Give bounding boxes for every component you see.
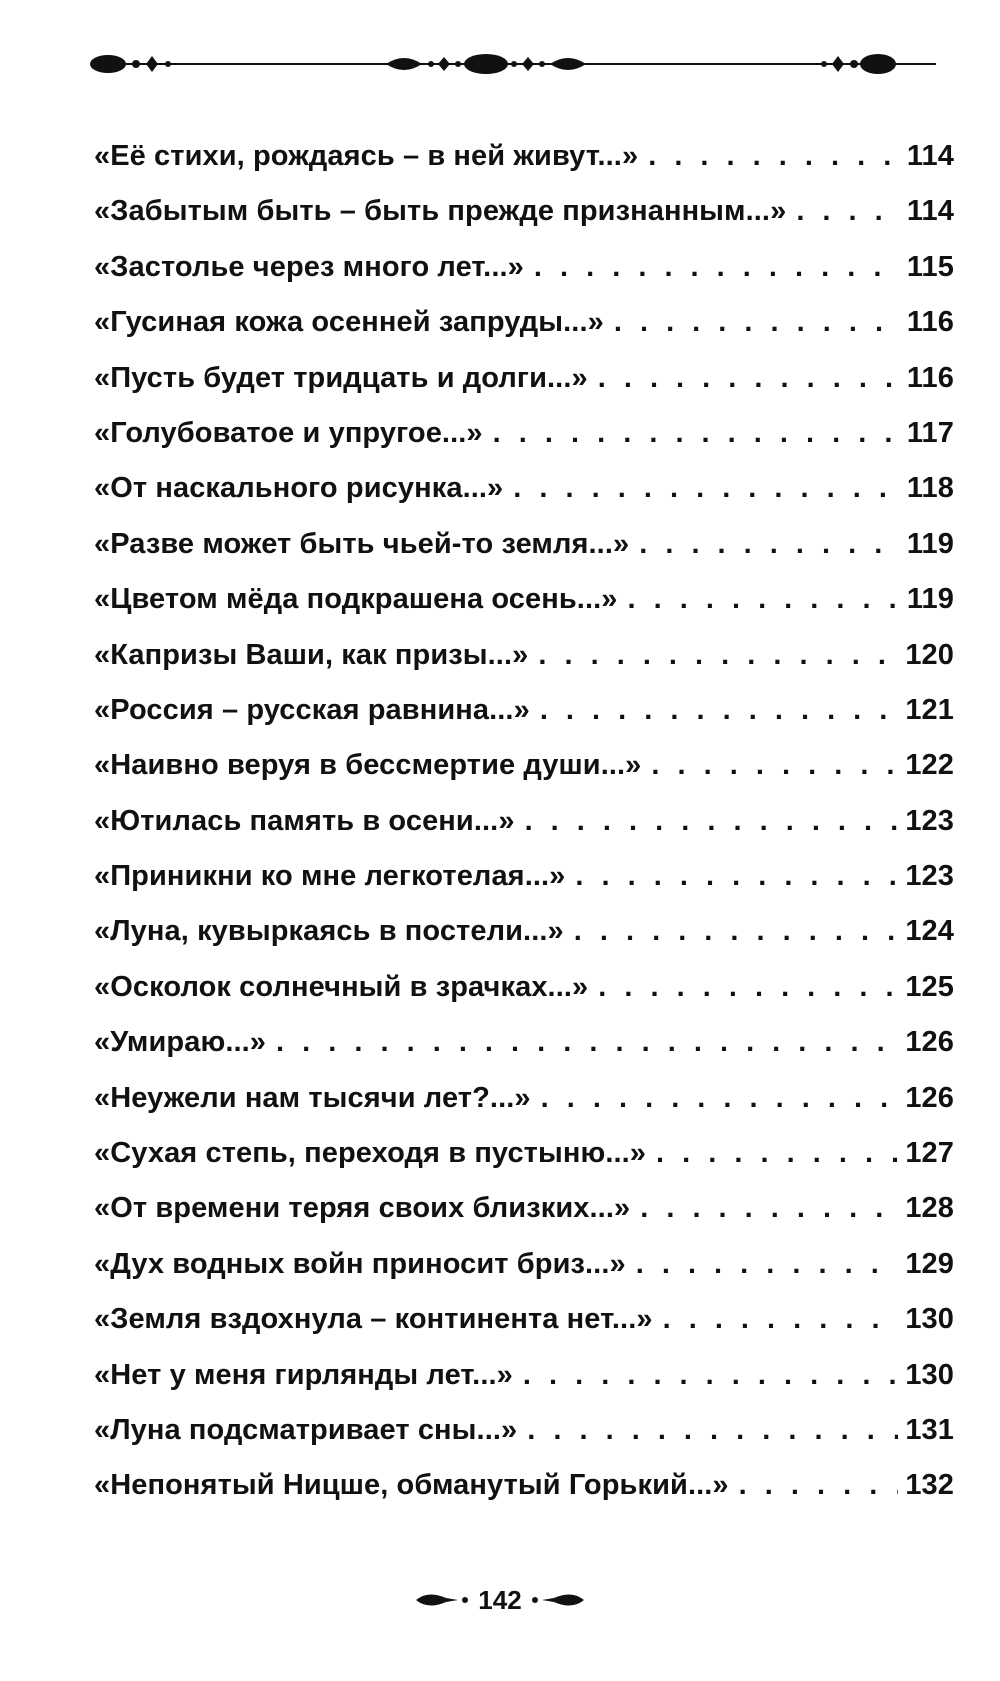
- dot-leader: [574, 915, 898, 948]
- toc-entry-page: 131: [905, 1413, 954, 1446]
- top-flourish-divider: [86, 44, 956, 84]
- toc-entry-title: «Ютилась память в осени...»: [94, 804, 515, 837]
- toc-entry-page: 114: [906, 140, 954, 172]
- table-of-contents: [94, 140, 954, 1525]
- toc-entry-title: «Приникни ко мне легкотелая...»: [94, 860, 566, 893]
- toc-entry-page: 126: [905, 1026, 954, 1059]
- toc-entry-page: 127: [905, 1137, 954, 1170]
- toc-entry-title: «Умираю...»: [94, 1026, 267, 1059]
- dot-leader: [628, 583, 899, 616]
- dot-leader: [523, 1359, 898, 1392]
- toc-entry[interactable]: [94, 1469, 954, 1524]
- dot-leader: [796, 195, 898, 228]
- right-flourish-icon: [530, 1588, 586, 1612]
- dot-leader: [651, 749, 898, 782]
- toc-entry-page: 125: [905, 970, 954, 1003]
- dot-leader: [534, 251, 898, 284]
- toc-entry-title: «Гусиная кожа осенней запруды...»: [94, 306, 604, 339]
- dot-leader: [663, 1303, 898, 1336]
- toc-entry-title: «Непонятый Ницше, обманутый Горький...»: [94, 1469, 729, 1502]
- dot-leader: [739, 1469, 898, 1502]
- toc-entry-page: 116: [906, 306, 954, 339]
- toc-entry[interactable]: [94, 528, 954, 583]
- toc-entry-title: «Её стихи, рождаясь – в ней живут...»: [94, 140, 639, 172]
- toc-entry[interactable]: [94, 805, 954, 860]
- toc-entry[interactable]: [94, 694, 954, 749]
- dot-leader: [540, 694, 898, 727]
- toc-entry[interactable]: [94, 1137, 954, 1192]
- toc-entry-title: «Луна подсматривает сны...»: [94, 1413, 518, 1446]
- toc-entry-page: 117: [906, 416, 954, 449]
- toc-entry-title: «Пусть будет тридцать и долги...»: [94, 361, 588, 394]
- dot-leader: [276, 1026, 898, 1059]
- page-number: 142: [478, 1584, 522, 1615]
- toc-entry-title: «Голубоватое и упругое...»: [94, 416, 483, 449]
- toc-entry-page: 114: [906, 195, 954, 228]
- toc-entry[interactable]: [94, 1248, 954, 1303]
- toc-entry[interactable]: [94, 306, 954, 361]
- toc-entry[interactable]: [94, 639, 954, 694]
- toc-entry-title: «От времени теряя своих близких...»: [94, 1192, 631, 1225]
- toc-entry-title: «Россия – русская равнина...»: [94, 693, 530, 726]
- dot-leader: [648, 140, 898, 173]
- toc-entry-title: «Наивно веруя в бессмертие души...»: [94, 749, 642, 782]
- toc-entry[interactable]: [94, 251, 954, 306]
- toc-entry-title: «Забытым быть – быть прежде признанным...»: [94, 195, 787, 228]
- dot-leader: [538, 639, 898, 672]
- toc-entry-title: «Капризы Ваши, как призы...»: [94, 638, 529, 671]
- dot-leader: [493, 417, 898, 450]
- toc-entry-title: «Осколок солнечный в зрачках...»: [94, 970, 589, 1003]
- toc-entry[interactable]: [94, 1359, 954, 1414]
- toc-entry[interactable]: [94, 1192, 954, 1247]
- toc-entry[interactable]: [94, 1303, 954, 1358]
- toc-entry-title: «Земля вздохнула – континента нет...»: [94, 1303, 653, 1336]
- dot-leader: [541, 1082, 898, 1115]
- dot-leader: [639, 528, 898, 561]
- toc-entry-page: 130: [905, 1358, 954, 1391]
- dot-leader: [656, 1137, 898, 1170]
- dot-leader: [525, 805, 898, 838]
- dot-leader: [527, 1414, 898, 1447]
- toc-entry-title: «Неужели нам тысячи лет?...»: [94, 1081, 531, 1114]
- dot-leader: [513, 472, 898, 505]
- dot-leader: [598, 362, 898, 395]
- toc-entry-page: 130: [905, 1303, 954, 1336]
- toc-entry[interactable]: [94, 1026, 954, 1081]
- toc-entry-page: 121: [905, 693, 954, 726]
- toc-entry[interactable]: [94, 362, 954, 417]
- dot-leader: [614, 306, 898, 339]
- toc-entry-page: 118: [906, 472, 954, 505]
- toc-entry[interactable]: [94, 1082, 954, 1137]
- toc-entry-title: «От наскального рисунка...»: [94, 472, 504, 505]
- toc-entry[interactable]: [94, 971, 954, 1026]
- dot-leader: [636, 1248, 898, 1281]
- toc-entry-title: «Цветом мёда подкрашена осень...»: [94, 583, 618, 616]
- toc-entry-title: «Дух водных войн приносит бриз...»: [94, 1247, 626, 1280]
- toc-entry-title: «Разве может быть чьей-то земля...»: [94, 527, 630, 560]
- toc-entry-page: 132: [905, 1469, 954, 1502]
- page-footer: [0, 1580, 1000, 1620]
- toc-entry-page: 119: [906, 583, 954, 616]
- toc-entry[interactable]: [94, 915, 954, 970]
- toc-entry-page: 128: [905, 1192, 954, 1225]
- toc-entry[interactable]: [94, 140, 954, 195]
- toc-entry-page: 126: [905, 1081, 954, 1114]
- toc-entry-title: «Сухая степь, переходя в пустыню...»: [94, 1137, 647, 1170]
- toc-entry[interactable]: [94, 860, 954, 915]
- toc-entry[interactable]: [94, 749, 954, 804]
- toc-entry-title: «Луна, кувыркаясь в постели...»: [94, 915, 564, 948]
- toc-entry-page: 124: [905, 915, 954, 948]
- toc-entry-page: 122: [905, 749, 954, 782]
- toc-entry-page: 123: [905, 804, 954, 837]
- dot-leader: [640, 1192, 898, 1225]
- toc-entry-page: 115: [906, 250, 954, 283]
- toc-entry[interactable]: [94, 1414, 954, 1469]
- toc-entry-page: 129: [905, 1247, 954, 1280]
- toc-entry[interactable]: [94, 195, 954, 250]
- toc-entry-title: «Застолье через много лет...»: [94, 250, 524, 283]
- dot-leader: [598, 971, 898, 1004]
- toc-entry[interactable]: [94, 472, 954, 527]
- toc-entry-page: 123: [905, 860, 954, 893]
- toc-entry-page: 116: [906, 361, 954, 394]
- toc-entry-page: 119: [906, 527, 954, 560]
- toc-entry[interactable]: [94, 583, 954, 638]
- left-flourish-icon: [414, 1588, 470, 1612]
- dot-leader: [575, 860, 898, 893]
- toc-entry-page: 120: [905, 638, 954, 671]
- toc-entry-title: «Нет у меня гирлянды лет...»: [94, 1358, 513, 1391]
- toc-entry[interactable]: [94, 417, 954, 472]
